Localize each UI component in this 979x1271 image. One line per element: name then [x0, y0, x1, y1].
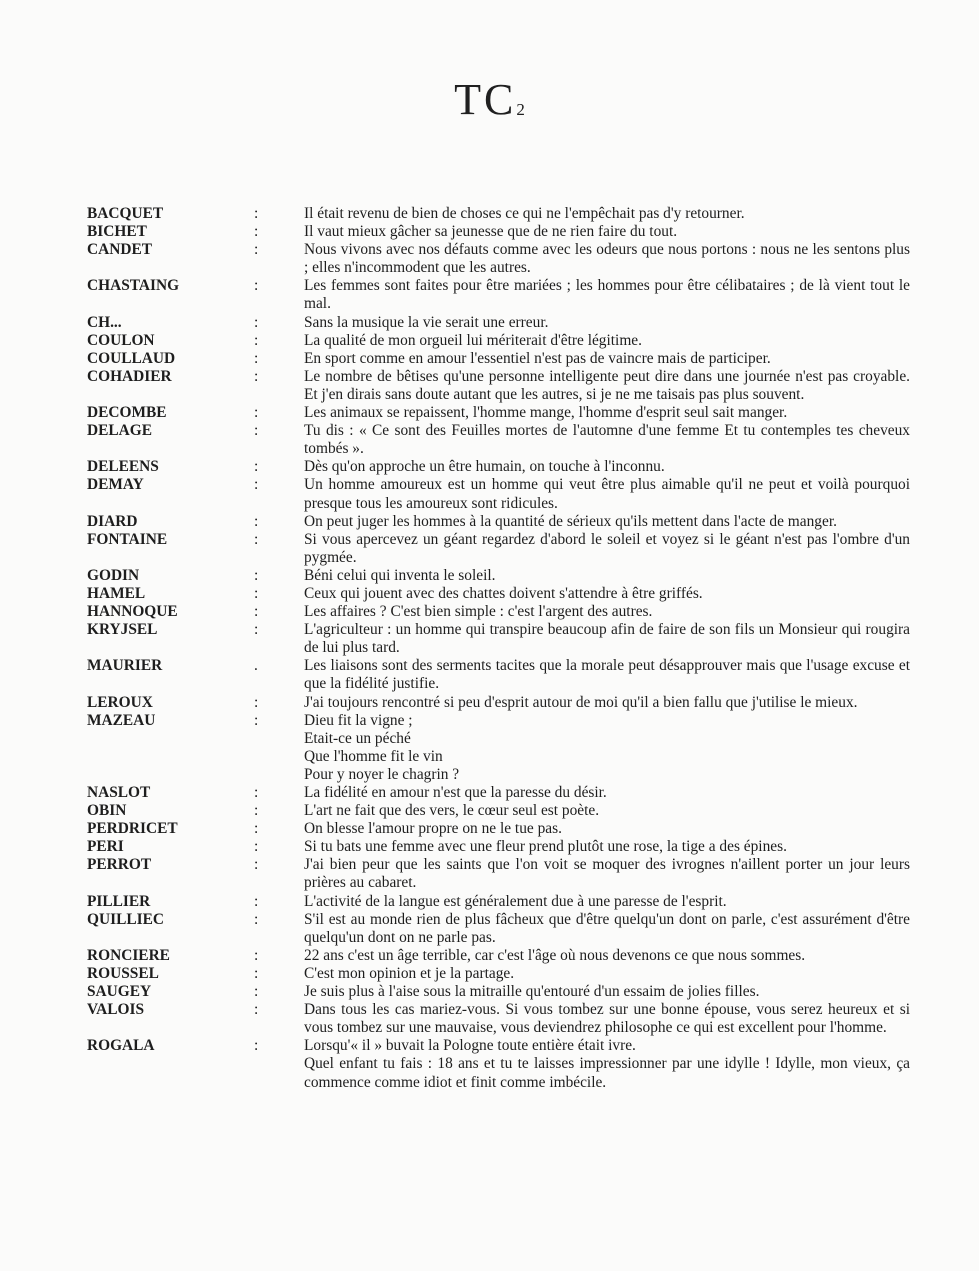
quote-body: Béni celui qui inventa le soleil. — [304, 566, 496, 584]
quote-entry — [0, 965, 979, 983]
quote-text — [304, 368, 910, 404]
separator: : — [254, 349, 259, 367]
quote-entry — [0, 911, 979, 947]
quote-entry — [0, 820, 979, 838]
quote-text — [304, 332, 910, 350]
quote-body: Tu dis : « Ce sont des Feuilles mortes de l'automne d'une femme Et tu contemples tes cheveux tombés ». — [304, 422, 910, 458]
quote-body: Je suis plus à l'aise sous la mitraille qu'entouré d'un essaim de jolies filles. — [304, 983, 760, 1001]
quote-text — [304, 350, 910, 368]
quote-body: J'ai bien peur que les saints que l'on voit se moquer des ivrognes n'aillent porter un jour leurs prières au cabaret. — [304, 856, 910, 892]
author-name: NASLOT — [87, 784, 151, 801]
author-name: PERI — [87, 838, 124, 856]
separator: : — [254, 946, 259, 964]
quote-line: Pour y noyer le chagrin ? — [304, 765, 460, 783]
separator: . — [254, 657, 258, 675]
separator: : — [254, 1001, 259, 1019]
quote-body: L'agriculteur : un homme qui transpire beaucoup afin de faire de son fils un Monsieur qui rougira de lui plus tard. — [304, 621, 910, 657]
quote-entry — [0, 802, 979, 820]
author-name: QUILLIEC — [87, 910, 164, 928]
quote-body: La fidélité en amour n'est que la paresse du désir. — [304, 784, 607, 801]
separator: : — [254, 458, 259, 476]
author-name: MAURIER — [87, 657, 163, 675]
quote-body: S'il est au monde rien de plus fâcheux que d'être quelqu'un dont on parle, c'est assurément d'être quelqu'un dont on ne parle pas. — [304, 910, 910, 946]
page-title — [0, 74, 979, 125]
quote-body: On blesse l'amour propre on ne le tue pas. — [304, 820, 562, 838]
separator: : — [254, 693, 259, 711]
quote-text — [304, 621, 910, 657]
quote-body: 22 ans c'est un âge terrible, car c'est l'âge où nous devenons ce que nous sommes. — [304, 946, 806, 964]
quote-entry — [0, 277, 979, 313]
author-name: VALOIS — [87, 1001, 145, 1019]
separator: : — [254, 784, 259, 801]
quote-text — [304, 893, 910, 911]
author-name: DELEENS — [87, 458, 159, 476]
quote-text — [304, 983, 910, 1001]
separator: : — [254, 530, 259, 548]
separator: : — [254, 277, 259, 295]
separator: : — [254, 512, 259, 530]
quote-entry — [0, 314, 979, 332]
quote-text — [304, 911, 910, 947]
quote-entry — [0, 603, 979, 621]
author-name: MAZEAU — [87, 711, 156, 729]
quote-body: Les affaires ? C'est bien simple : c'est l'argent des autres. — [304, 603, 653, 621]
title-subscript: 2 — [516, 100, 525, 119]
quote-body: Le nombre de bêtises qu'une personne intelligente peut dire dans une journée n'est pas croyable. Et j'en dirais sans doute autant que les autres, si je ne me taisais pas plus souvent. — [304, 367, 910, 403]
quote-body: On peut juger les hommes à la quantité de sérieux qu'ils mettent dans l'acte de manger. — [304, 512, 837, 530]
author-name: DECOMBE — [87, 404, 167, 422]
quote-text — [304, 1001, 910, 1037]
quote-body: Il était revenu de bien de choses ce qui ne l'empêchait pas d'y retourner. — [304, 205, 745, 222]
quote-entry — [0, 476, 979, 512]
separator: : — [254, 838, 259, 856]
quote-entry — [0, 983, 979, 1001]
quote-entry — [0, 567, 979, 585]
separator: : — [254, 802, 259, 820]
author-name: DEMAY — [87, 476, 144, 494]
quote-entry — [0, 458, 979, 476]
author-name: COHADIER — [87, 367, 172, 385]
quote-text — [304, 422, 910, 458]
quote-line: Que l'homme fit le vin — [304, 747, 443, 765]
quote-text — [304, 205, 910, 223]
author-name: HANNOQUE — [87, 603, 178, 621]
quote-text — [304, 476, 910, 512]
quote-entry — [0, 893, 979, 911]
quote-body: Dans tous les cas mariez-vous. Si vous tombez sur une bonne épouse, vous serez heureux et si vous tombez sur une mauvaise, vous deviendrez philosophe ce qui est excellent pour l'homme. — [304, 1001, 910, 1037]
author-name: SAUGEY — [87, 983, 152, 1001]
author-name: ROUSSEL — [87, 964, 159, 982]
quote-text — [304, 277, 910, 313]
quote-entry — [0, 241, 979, 277]
quote-text — [304, 241, 910, 277]
quote-entry — [0, 838, 979, 856]
author-name: BICHET — [87, 223, 147, 241]
quote-text — [304, 404, 910, 422]
separator: : — [254, 603, 259, 621]
author-name: PILLIER — [87, 892, 151, 910]
quote-list — [0, 205, 979, 1092]
quote-body: C'est mon opinion et je la partage. — [304, 964, 515, 982]
author-name: KRYJSEL — [87, 621, 158, 639]
quote-entry — [0, 1037, 979, 1091]
quote-text — [304, 585, 910, 603]
separator: : — [254, 205, 259, 222]
quote-text — [304, 694, 910, 712]
quote-text — [304, 531, 910, 567]
separator: : — [254, 331, 259, 349]
author-name: ROGALA — [87, 1037, 155, 1055]
quote-entry — [0, 404, 979, 422]
quote-text — [304, 838, 910, 856]
author-name: LEROUX — [87, 693, 153, 711]
quote-entry — [0, 694, 979, 712]
author-name: DELAGE — [87, 422, 152, 440]
separator: : — [254, 367, 259, 385]
quote-entry — [0, 585, 979, 603]
quote-entry — [0, 657, 979, 693]
quote-entry — [0, 947, 979, 965]
quote-text — [304, 784, 910, 802]
separator: : — [254, 422, 259, 440]
author-name: OBIN — [87, 802, 127, 820]
author-name: COULLAUD — [87, 349, 176, 367]
separator: : — [254, 313, 259, 331]
quote-text — [304, 314, 910, 332]
separator: : — [254, 584, 259, 602]
quote-body: Un homme amoureux est un homme qui veut être plus aimable qu'il ne peut et voilà pourquoi presque tous les amoureux sont ridicules. — [304, 476, 910, 512]
quote-entry — [0, 784, 979, 802]
quote-text — [304, 947, 910, 965]
separator: : — [254, 892, 259, 910]
author-name: COULON — [87, 331, 155, 349]
author-name: RONCIERE — [87, 946, 170, 964]
quote-body: Il vaut mieux gâcher sa jeunesse que de ne rien faire du tout. — [304, 223, 678, 241]
quote-text — [304, 802, 910, 820]
quote-entry — [0, 350, 979, 368]
quote-entry — [0, 531, 979, 567]
quote-text — [304, 1037, 910, 1091]
quote-entry — [0, 368, 979, 404]
quote-line: Lorsqu'« il » buvait la Pologne toute entière était ivre. — [304, 1037, 636, 1055]
quote-text — [304, 513, 910, 531]
quote-entry — [0, 422, 979, 458]
quote-entry — [0, 856, 979, 892]
separator: : — [254, 711, 259, 729]
author-name: FONTAINE — [87, 530, 168, 548]
quote-entry — [0, 332, 979, 350]
author-name: PERROT — [87, 856, 152, 874]
author-name: PERDRICET — [87, 820, 178, 838]
quote-text — [304, 856, 910, 892]
quote-body: L'art ne fait que des vers, le cœur seul est poète. — [304, 802, 600, 820]
quote-body: J'ai toujours rencontré si peu d'esprit autour de moi qu'il a bien fallu que j'utilise le mieux. — [304, 693, 858, 711]
separator: : — [254, 476, 259, 494]
separator: : — [254, 820, 259, 838]
separator: : — [254, 1037, 259, 1055]
author-name: CH... — [87, 313, 122, 331]
quote-entry — [0, 223, 979, 241]
author-name: BACQUET — [87, 205, 164, 222]
quote-body: Si tu bats une femme avec une fleur prend plutôt une rose, la tige a des épines. — [304, 838, 787, 856]
quote-body: Ceux qui jouent avec des chattes doivent s'attendre à être griffés. — [304, 584, 703, 602]
separator: : — [254, 621, 259, 639]
quote-body: En sport comme en amour l'essentiel n'est pas de vaincre mais de participer. — [304, 349, 771, 367]
separator: : — [254, 241, 259, 259]
author-name: DIARD — [87, 512, 138, 530]
quote-text — [304, 820, 910, 838]
quote-entry — [0, 513, 979, 531]
separator: : — [254, 856, 259, 874]
quote-entry — [0, 621, 979, 657]
quote-body: Sans la musique la vie serait une erreur. — [304, 313, 549, 331]
quote-body: Les femmes sont faites pour être mariées ; les hommes pour être célibataires ; de là vient tout le mal. — [304, 277, 910, 313]
separator: : — [254, 566, 259, 584]
quote-text — [304, 603, 910, 621]
quote-body: Nous vivons avec nos défauts comme avec les odeurs que nous portons : nous ne les sentons plus ; elles n'incommodent que les autres. — [304, 241, 910, 277]
separator: : — [254, 983, 259, 1001]
separator: : — [254, 964, 259, 982]
quote-entry — [0, 712, 979, 784]
quote-text — [304, 567, 910, 585]
quote-body: L'activité de la langue est généralement due à une paresse de l'esprit. — [304, 892, 727, 910]
quote-text — [304, 657, 910, 693]
quote-line: Dieu fit la vigne ; — [304, 711, 413, 729]
quote-text — [304, 965, 910, 983]
author-name: HAMEL — [87, 584, 146, 602]
quote-line: Etait-ce un péché — [304, 729, 411, 747]
title-main: TC — [454, 75, 517, 124]
separator: : — [254, 223, 259, 241]
author-name: CHASTAING — [87, 277, 180, 295]
quote-entry — [0, 205, 979, 223]
quote-text — [304, 458, 910, 476]
quote-body: Quel enfant tu fais : 18 ans et tu te laisses impressionner par une idylle ! Idylle, mon vieux, ça commence comme idiot et finit comme imbécile. — [304, 1055, 910, 1091]
author-name: GODIN — [87, 566, 140, 584]
quote-body: Les animaux se repaissent, l'homme mange, l'homme d'esprit seul sait manger. — [304, 404, 788, 422]
quote-text — [304, 223, 910, 241]
author-name: CANDET — [87, 241, 152, 259]
quote-body: Les liaisons sont des serments tacites que la morale peut désapprouver mais que l'usage excuse et que la fidélité justifie. — [304, 657, 910, 693]
quote-body: Dès qu'on approche un être humain, on touche à l'inconnu. — [304, 458, 665, 476]
quote-text — [304, 712, 910, 784]
separator: : — [254, 404, 259, 422]
separator: : — [254, 910, 259, 928]
quote-entry — [0, 1001, 979, 1037]
quote-body: Si vous apercevez un géant regardez d'abord le soleil et voyez si le géant n'est pas l'ombre d'un pygmée. — [304, 530, 910, 566]
quote-body: La qualité de mon orgueil lui mériterait d'être légitime. — [304, 331, 642, 349]
